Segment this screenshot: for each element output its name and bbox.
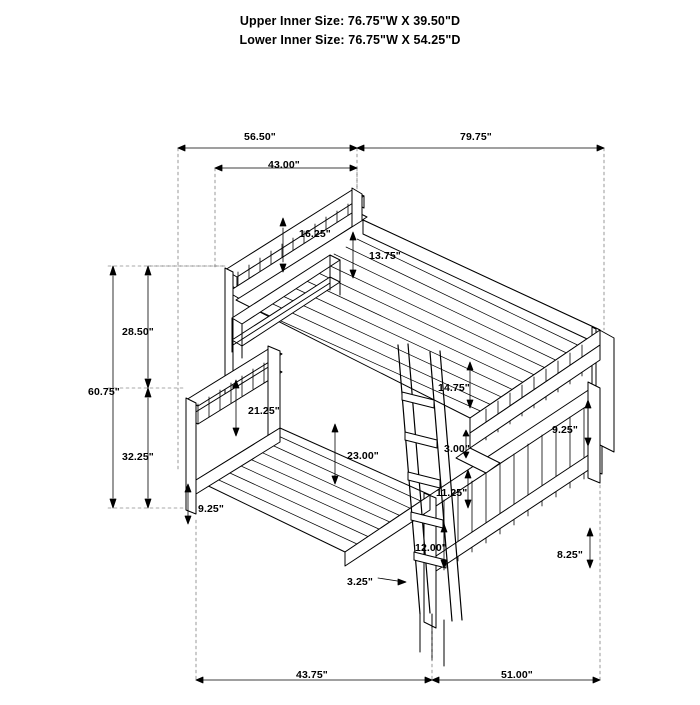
dim-label-step-spacing: 11.25" — [436, 487, 468, 499]
dim-label-lower-clearance: 32.25" — [122, 451, 154, 463]
dim-label-right-rail-height: 9.25" — [552, 424, 578, 436]
dim-label-step-depth: 3.00" — [444, 443, 470, 455]
dim-label-bottom-left-span: 43.75" — [296, 669, 328, 681]
dim-label-ladder-foot-height: 12.00" — [415, 542, 447, 554]
dim-label-lower-deck-height: 23.00" — [347, 450, 379, 462]
dim-label-upper-deck-height: 21.25" — [248, 405, 280, 417]
lower-inner-size-text: Lower Inner Size: 76.75"W X 54.25"D — [239, 33, 461, 47]
dim-label-bottom-right-span: 51.00" — [501, 669, 533, 681]
dim-label-upper-rail-span: 43.00" — [268, 159, 300, 171]
dim-label-ladder-rail-height: 14.75" — [438, 382, 470, 394]
dim-label-overall-height: 60.75" — [88, 386, 120, 398]
dim-label-guard-rail-height: 16.25" — [299, 228, 331, 240]
dim-label-headboard-height: 13.75" — [369, 250, 401, 262]
dim-label-top-right-span: 79.75" — [460, 131, 492, 143]
dim-label-foot-rail-height: 8.25" — [557, 549, 583, 561]
dim-label-top-left-span: 56.50" — [244, 131, 276, 143]
dim-label-left-rail-height: 9.25" — [198, 503, 224, 515]
dim-label-ladder-offset: 3.25" — [347, 576, 373, 588]
dim-label-upper-clearance: 28.50" — [122, 326, 154, 338]
upper-inner-size-text: Upper Inner Size: 76.75"W X 39.50"D — [239, 14, 461, 28]
